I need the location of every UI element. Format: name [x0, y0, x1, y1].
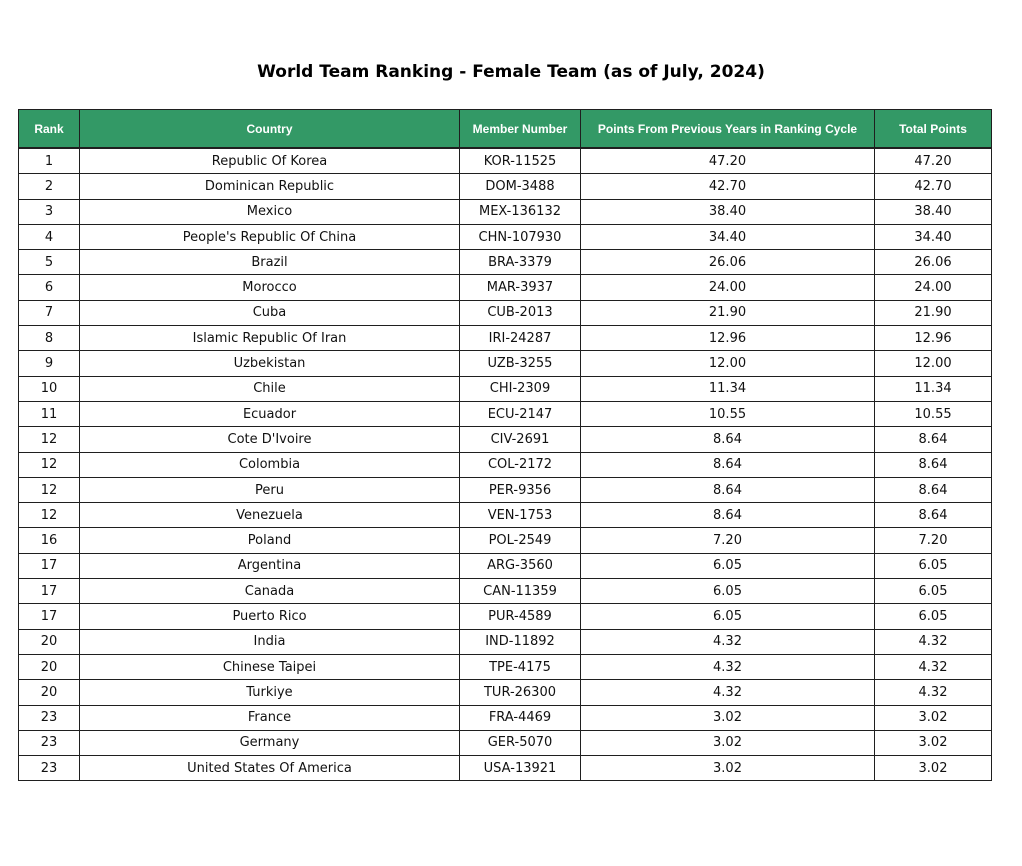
member-number-cell: MEX-136132: [460, 199, 581, 224]
table-row: [19, 148, 992, 174]
member-number-cell: CUB-2013: [460, 300, 581, 325]
rank-cell: 9: [19, 351, 80, 376]
page-title: World Team Ranking - Female Team (as of July, 2024): [257, 62, 765, 82]
rank-cell: 17: [19, 579, 80, 604]
total-points-cell: 3.02: [875, 730, 992, 755]
previous-points-cell: 42.70: [581, 174, 875, 199]
previous-points-cell: 34.40: [581, 224, 875, 249]
country-cell: Colombia: [80, 452, 460, 477]
total-points-cell: 4.32: [875, 629, 992, 654]
member-number-cell: ECU-2147: [460, 401, 581, 426]
table-row: [19, 654, 992, 679]
table-row: [19, 351, 992, 376]
table-row: [19, 401, 992, 426]
previous-points-cell: 8.64: [581, 452, 875, 477]
total-points-cell: 6.05: [875, 604, 992, 629]
rank-cell: 6: [19, 275, 80, 300]
table-row: [19, 579, 992, 604]
table-row: [19, 174, 992, 199]
country-cell: Republic Of Korea: [80, 148, 460, 174]
previous-points-cell: 4.32: [581, 654, 875, 679]
total-points-cell: 12.00: [875, 351, 992, 376]
country-cell: Argentina: [80, 553, 460, 578]
rank-cell: 2: [19, 174, 80, 199]
country-cell: Chinese Taipei: [80, 654, 460, 679]
rank-cell: 20: [19, 654, 80, 679]
table-header: [19, 110, 992, 149]
member-number-cell: GER-5070: [460, 730, 581, 755]
rank-cell: 23: [19, 756, 80, 781]
previous-points-cell: 38.40: [581, 199, 875, 224]
header-country: Country: [80, 110, 460, 149]
rank-cell: 23: [19, 705, 80, 730]
rank-cell: 12: [19, 503, 80, 528]
previous-points-cell: 8.64: [581, 477, 875, 502]
member-number-cell: PER-9356: [460, 477, 581, 502]
header-total-points: Total Points: [875, 110, 992, 149]
total-points-cell: 8.64: [875, 477, 992, 502]
total-points-cell: 6.05: [875, 579, 992, 604]
total-points-cell: 12.96: [875, 326, 992, 351]
total-points-cell: 8.64: [875, 427, 992, 452]
member-number-cell: CIV-2691: [460, 427, 581, 452]
previous-points-cell: 3.02: [581, 756, 875, 781]
table-body: [19, 148, 992, 781]
previous-points-cell: 6.05: [581, 553, 875, 578]
table-row: [19, 250, 992, 275]
previous-points-cell: 12.96: [581, 326, 875, 351]
total-points-cell: 4.32: [875, 680, 992, 705]
member-number-cell: UZB-3255: [460, 351, 581, 376]
total-points-cell: 11.34: [875, 376, 992, 401]
total-points-cell: 8.64: [875, 452, 992, 477]
header-previous-points: Points From Previous Years in Ranking Cycle: [581, 110, 875, 149]
rank-cell: 1: [19, 148, 80, 174]
member-number-cell: KOR-11525: [460, 148, 581, 174]
total-points-cell: 8.64: [875, 503, 992, 528]
table-row: [19, 680, 992, 705]
previous-points-cell: 21.90: [581, 300, 875, 325]
total-points-cell: 24.00: [875, 275, 992, 300]
member-number-cell: CAN-11359: [460, 579, 581, 604]
table-row: [19, 199, 992, 224]
previous-points-cell: 4.32: [581, 629, 875, 654]
rank-cell: 23: [19, 730, 80, 755]
country-cell: Uzbekistan: [80, 351, 460, 376]
country-cell: Ecuador: [80, 401, 460, 426]
total-points-cell: 47.20: [875, 148, 992, 174]
previous-points-cell: 3.02: [581, 730, 875, 755]
total-points-cell: 3.02: [875, 756, 992, 781]
rank-cell: 7: [19, 300, 80, 325]
country-cell: Mexico: [80, 199, 460, 224]
country-cell: United States Of America: [80, 756, 460, 781]
country-cell: Chile: [80, 376, 460, 401]
table-row: [19, 427, 992, 452]
table-row: [19, 629, 992, 654]
rank-cell: 3: [19, 199, 80, 224]
table-row: [19, 756, 992, 781]
rank-cell: 12: [19, 452, 80, 477]
country-cell: Turkiye: [80, 680, 460, 705]
member-number-cell: IND-11892: [460, 629, 581, 654]
member-number-cell: POL-2549: [460, 528, 581, 553]
total-points-cell: 6.05: [875, 553, 992, 578]
total-points-cell: 3.02: [875, 705, 992, 730]
table-row: [19, 300, 992, 325]
total-points-cell: 26.06: [875, 250, 992, 275]
rank-cell: 4: [19, 224, 80, 249]
previous-points-cell: 10.55: [581, 401, 875, 426]
country-cell: India: [80, 629, 460, 654]
previous-points-cell: 47.20: [581, 148, 875, 174]
country-cell: People's Republic Of China: [80, 224, 460, 249]
total-points-cell: 10.55: [875, 401, 992, 426]
member-number-cell: COL-2172: [460, 452, 581, 477]
previous-points-cell: 12.00: [581, 351, 875, 376]
member-number-cell: CHI-2309: [460, 376, 581, 401]
table-row: [19, 705, 992, 730]
member-number-cell: BRA-3379: [460, 250, 581, 275]
previous-points-cell: 3.02: [581, 705, 875, 730]
country-cell: Peru: [80, 477, 460, 502]
member-number-cell: PUR-4589: [460, 604, 581, 629]
table-row: [19, 452, 992, 477]
table-row: [19, 730, 992, 755]
country-cell: Canada: [80, 579, 460, 604]
rank-cell: 10: [19, 376, 80, 401]
member-number-cell: TUR-26300: [460, 680, 581, 705]
member-number-cell: ARG-3560: [460, 553, 581, 578]
total-points-cell: 4.32: [875, 654, 992, 679]
member-number-cell: USA-13921: [460, 756, 581, 781]
rank-cell: 17: [19, 553, 80, 578]
country-cell: Morocco: [80, 275, 460, 300]
previous-points-cell: 26.06: [581, 250, 875, 275]
rank-cell: 5: [19, 250, 80, 275]
table-row: [19, 528, 992, 553]
previous-points-cell: 4.32: [581, 680, 875, 705]
member-number-cell: DOM-3488: [460, 174, 581, 199]
total-points-cell: 42.70: [875, 174, 992, 199]
table-row: [19, 604, 992, 629]
country-cell: Brazil: [80, 250, 460, 275]
rank-cell: 20: [19, 629, 80, 654]
rank-cell: 12: [19, 427, 80, 452]
total-points-cell: 38.40: [875, 199, 992, 224]
member-number-cell: VEN-1753: [460, 503, 581, 528]
table-row: [19, 553, 992, 578]
country-cell: Venezuela: [80, 503, 460, 528]
table-row: [19, 477, 992, 502]
table-row: [19, 503, 992, 528]
country-cell: France: [80, 705, 460, 730]
previous-points-cell: 8.64: [581, 427, 875, 452]
previous-points-cell: 6.05: [581, 579, 875, 604]
country-cell: Cuba: [80, 300, 460, 325]
previous-points-cell: 11.34: [581, 376, 875, 401]
rank-cell: 11: [19, 401, 80, 426]
previous-points-cell: 8.64: [581, 503, 875, 528]
country-cell: Islamic Republic Of Iran: [80, 326, 460, 351]
member-number-cell: FRA-4469: [460, 705, 581, 730]
member-number-cell: IRI-24287: [460, 326, 581, 351]
total-points-cell: 34.40: [875, 224, 992, 249]
rank-cell: 17: [19, 604, 80, 629]
member-number-cell: MAR-3937: [460, 275, 581, 300]
rank-cell: 16: [19, 528, 80, 553]
previous-points-cell: 6.05: [581, 604, 875, 629]
country-cell: Dominican Republic: [80, 174, 460, 199]
previous-points-cell: 7.20: [581, 528, 875, 553]
country-cell: Puerto Rico: [80, 604, 460, 629]
rank-cell: 12: [19, 477, 80, 502]
previous-points-cell: 24.00: [581, 275, 875, 300]
rank-cell: 20: [19, 680, 80, 705]
country-cell: Germany: [80, 730, 460, 755]
table-row: [19, 326, 992, 351]
table-row: [19, 275, 992, 300]
table-row: [19, 224, 992, 249]
rank-cell: 8: [19, 326, 80, 351]
member-number-cell: TPE-4175: [460, 654, 581, 679]
header-member-number: Member Number: [460, 110, 581, 149]
header-row: [19, 110, 992, 149]
member-number-cell: CHN-107930: [460, 224, 581, 249]
country-cell: Cote D'Ivoire: [80, 427, 460, 452]
total-points-cell: 7.20: [875, 528, 992, 553]
country-cell: Poland: [80, 528, 460, 553]
ranking-table: [18, 109, 992, 781]
table-row: [19, 376, 992, 401]
header-rank: Rank: [19, 110, 80, 149]
total-points-cell: 21.90: [875, 300, 992, 325]
